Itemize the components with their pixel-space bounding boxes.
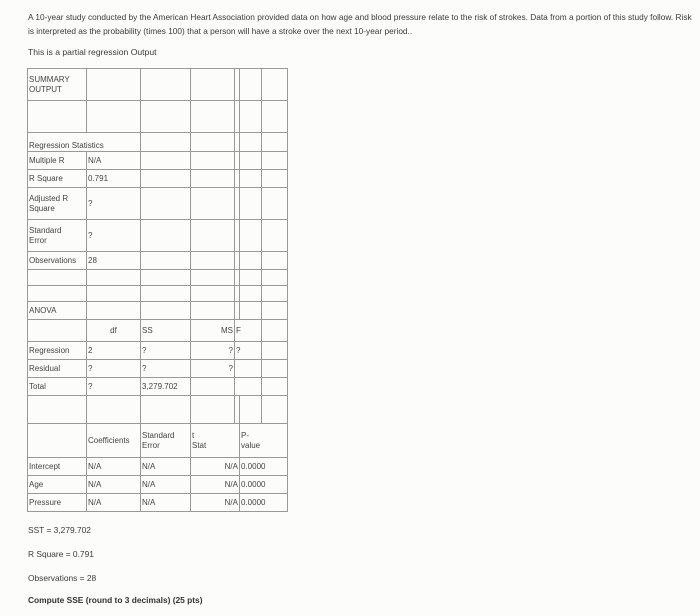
coefficients-header-row	[28, 424, 288, 458]
anova-header-df: df	[87, 320, 141, 342]
regression-statistics-header-row	[28, 133, 288, 152]
coef-label: Pressure	[28, 494, 87, 512]
table-row	[28, 220, 288, 252]
stat-label-line1: Standard	[29, 225, 62, 235]
stat-label-line1: Adjusted R	[29, 193, 69, 203]
question-subtitle: This is a partial regression Output	[28, 47, 157, 57]
stat-label-line2: Square	[29, 203, 55, 213]
coef-header-t-stat	[191, 424, 240, 458]
anova-header-ms: MS	[191, 320, 235, 342]
anova-f	[235, 378, 262, 396]
coef-p-value: 0.0000	[240, 494, 288, 512]
table-row	[28, 360, 288, 378]
blank-row	[28, 101, 288, 133]
coef-header-p-line2: value	[241, 440, 261, 450]
anova-df: ?	[87, 378, 141, 396]
coef-p-value: 0.0000	[240, 476, 288, 494]
coef-t-stat: N/A	[191, 458, 240, 476]
anova-ss: 3,279.702	[141, 378, 191, 396]
table-row	[28, 378, 288, 396]
stat-label-line2: Error	[29, 235, 47, 245]
coef-header-t-line2: Stat	[192, 440, 207, 450]
anova-ss: ?	[141, 342, 191, 360]
stat-value: N/A	[87, 152, 141, 170]
table-row	[28, 476, 288, 494]
anova-ms	[191, 378, 235, 396]
table-row	[28, 342, 288, 360]
anova-label: Total	[28, 378, 87, 396]
coef-p-value: 0.0000	[240, 458, 288, 476]
table-row	[28, 494, 288, 512]
coef-value: N/A	[87, 494, 141, 512]
coef-value: N/A	[87, 458, 141, 476]
stat-label: R Square	[28, 170, 87, 188]
anova-label: Regression	[28, 342, 87, 360]
table-row	[28, 170, 288, 188]
stat-label: Multiple R	[28, 152, 87, 170]
coef-value: N/A	[87, 476, 141, 494]
anova-ms: ?	[191, 342, 235, 360]
table-row	[28, 188, 288, 220]
anova-ss: ?	[141, 360, 191, 378]
coef-t-stat: N/A	[191, 476, 240, 494]
summary-row	[28, 69, 288, 101]
coef-header-se-line2: Error	[142, 440, 160, 450]
coef-se: N/A	[141, 458, 191, 476]
anova-f	[235, 360, 262, 378]
given-observations: Observations = 28	[28, 573, 97, 583]
table-row	[28, 458, 288, 476]
anova-label: Residual	[28, 360, 87, 378]
anova-f: ?	[235, 342, 262, 360]
coef-header-p-value	[240, 424, 288, 458]
anova-header-row	[28, 320, 288, 342]
regression-output-table	[27, 68, 288, 512]
coef-header-coefficients: Coefficients	[87, 424, 141, 458]
summary-title-cell	[28, 69, 87, 101]
anova-title-row	[28, 302, 288, 320]
coef-se: N/A	[141, 494, 191, 512]
anova-df: 2	[87, 342, 141, 360]
summary-title-line1: SUMMARY	[29, 74, 70, 84]
anova-title: ANOVA	[28, 302, 87, 320]
stat-value: ?	[87, 188, 141, 220]
summary-title-line2: OUTPUT	[29, 84, 62, 94]
stat-label	[28, 188, 87, 220]
coef-header-standard-error	[141, 424, 191, 458]
stat-value: 28	[87, 252, 141, 270]
coef-header-t-line1: t	[192, 430, 195, 440]
anova-df: ?	[87, 360, 141, 378]
coef-t-stat: N/A	[191, 494, 240, 512]
stat-value: ?	[87, 220, 141, 252]
stat-label	[28, 220, 87, 252]
coef-header-p-line1: P-	[241, 430, 249, 440]
stat-label: Observations	[28, 252, 87, 270]
anova-ms: ?	[191, 360, 235, 378]
anova-header-ss: SS	[141, 320, 191, 342]
table-row	[28, 252, 288, 270]
coef-label: Intercept	[28, 458, 87, 476]
coef-label: Age	[28, 476, 87, 494]
stat-value: 0.791	[87, 170, 141, 188]
regression-statistics-header: Regression Statistics	[28, 133, 141, 152]
table-row	[28, 152, 288, 170]
given-r-square: R Square = 0.791	[28, 549, 94, 559]
coef-header-se-line1: Standard	[142, 430, 175, 440]
coef-se: N/A	[141, 476, 191, 494]
question-prompt: Compute SSE (round to 3 decimals) (25 pts)	[28, 595, 203, 605]
given-sst: SST = 3,279.702	[28, 525, 91, 535]
anova-header-f: F	[235, 320, 262, 342]
question-intro: A 10-year study conducted by the American Heart Association provided data on how age and blood pressure relate to the risk of strokes. Data from a portion of this study follow. Risk is interpreted as the probability (times 100) that a person will have a stroke over the next 10-year period..	[28, 12, 692, 36]
